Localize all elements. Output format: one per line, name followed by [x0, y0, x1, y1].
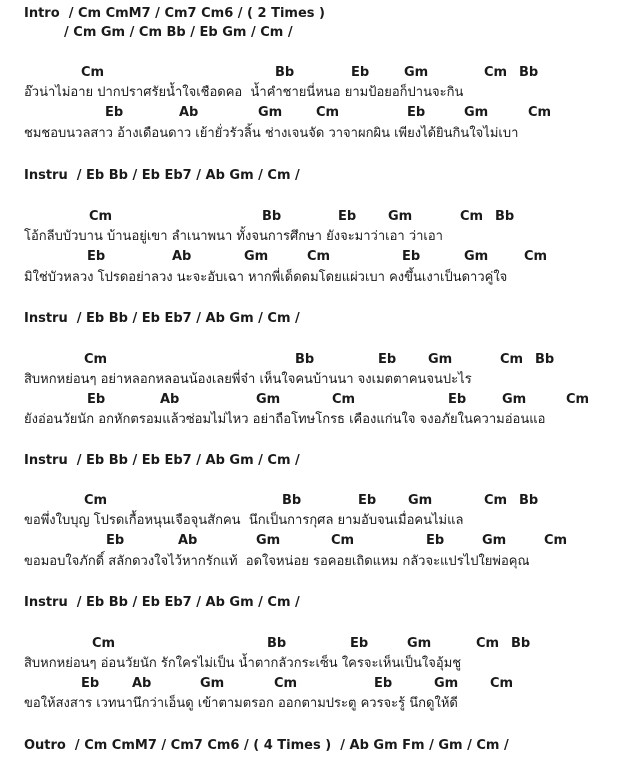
chord-label: Bb	[519, 493, 539, 508]
chord-label: Cm	[316, 105, 340, 120]
verse4-lyric-2: ขอมอบใจภักดิ์ สลักดวงใจไว้หากรักแท้ อดใจหน่อย รอคอยเถิดแหม กลัวจะแปรไปใยพ่อคุณ	[24, 554, 530, 569]
chord-label: Eb	[87, 249, 106, 264]
chord-label: Cm	[484, 65, 508, 80]
chord-label: Gm	[256, 533, 281, 548]
chord-label: Eb	[426, 533, 445, 548]
chord-label: Eb	[106, 533, 125, 548]
chord-label: Gm	[407, 636, 432, 651]
instru-line-1: Instru / Eb Bb / Eb Eb7 / Ab Gm / Cm /	[24, 168, 300, 183]
chord-label: Bb	[511, 636, 531, 651]
verse2-chords-2	[24, 247, 620, 267]
chord-label: Eb	[448, 392, 467, 407]
chord-label: Cm	[89, 209, 113, 224]
chord-label: Cm	[81, 65, 105, 80]
chord-label: Bb	[295, 352, 315, 367]
verse1-chords-2	[24, 103, 620, 123]
chord-label: Cm	[332, 392, 356, 407]
chord-label: Gm	[258, 105, 283, 120]
verse4-lyric-1: ขอพึ่งใบบุญ โปรดเกื้อหนุนเจือจุนสักคน นึกเป็นการกุศล ยามอับจนเมื่อคนไม่แล	[24, 513, 464, 528]
chord-label: Cm	[490, 676, 514, 691]
chord-label: Bb	[495, 209, 515, 224]
chord-label: Eb	[81, 676, 100, 691]
chord-label: Gm	[256, 392, 281, 407]
chord-label: Eb	[351, 65, 370, 80]
instru-line-2: Instru / Eb Bb / Eb Eb7 / Ab Gm / Cm /	[24, 311, 300, 326]
chord-label: Bb	[275, 65, 295, 80]
chord-label: Gm	[464, 249, 489, 264]
chord-label: Gm	[408, 493, 433, 508]
chord-label: Gm	[482, 533, 507, 548]
chord-label: Cm	[528, 105, 552, 120]
verse5-chords-1	[24, 634, 620, 654]
chord-label: Eb	[374, 676, 393, 691]
intro-line-2: / Cm Gm / Cm Bb / Eb Gm / Cm /	[64, 25, 293, 40]
chord-label: Gm	[244, 249, 269, 264]
chord-label: Eb	[358, 493, 377, 508]
instru-line-4: Instru / Eb Bb / Eb Eb7 / Ab Gm / Cm /	[24, 595, 300, 610]
instru-line-3: Instru / Eb Bb / Eb Eb7 / Ab Gm / Cm /	[24, 453, 300, 468]
chord-label: Gm	[404, 65, 429, 80]
chord-label: Cm	[460, 209, 484, 224]
chord-label: Bb	[262, 209, 282, 224]
verse3-chords-1	[24, 350, 620, 370]
chord-label: Cm	[484, 493, 508, 508]
chord-label: Cm	[84, 493, 108, 508]
verse1-lyric-2: ชมชอบนวลสาว อ้างเดือนดาว เย้ายั่วรัวลิ้น ช่างเจนจัด วาจาผกผิน เพียงได้ยินกินใจไม่เบา	[24, 126, 519, 141]
chord-label: Gm	[434, 676, 459, 691]
chord-label: Cm	[544, 533, 568, 548]
chord-label: Eb	[378, 352, 397, 367]
chord-label: Eb	[402, 249, 421, 264]
chord-label: Gm	[200, 676, 225, 691]
chord-label: Eb	[350, 636, 369, 651]
verse5-lyric-1: สิบหกหย่อนๆ อ่อนวัยนัก รักใครไม่เป็น น้ำตากลัวกระเซ็น ใครจะเห็นเป็นใจอุ้มชู	[24, 656, 462, 671]
chord-label: Eb	[338, 209, 357, 224]
chord-label: Cm	[92, 636, 116, 651]
verse1-lyric-1: อ๊วน่าไม่อาย ปากปราศรัยน้ำใจเชือดคอ น้ำคำชายนี่หนอ ยามป้อยอก็ปานจะกิน	[24, 85, 464, 100]
intro-line: Intro / Cm CmM7 / Cm7 Cm6 / ( 2 Times )	[24, 6, 325, 21]
outro-line: Outro / Cm CmM7 / Cm7 Cm6 / ( 4 Times ) / Ab Gm Fm / Gm / Cm /	[24, 738, 509, 753]
chord-label: Gm	[464, 105, 489, 120]
verse3-lyric-1: สิบหกหย่อนๆ อย่าหลอกหลอนน้องเลยพี่จ๋า เห็นใจคนบ้านนา จงเมตตาคนจนปะไร	[24, 372, 472, 387]
verse1-chords-1	[24, 63, 620, 83]
chord-label: Cm	[274, 676, 298, 691]
chord-label: Ab	[179, 105, 199, 120]
chord-label: Cm	[566, 392, 590, 407]
chord-label: Gm	[428, 352, 453, 367]
chord-label: Eb	[407, 105, 426, 120]
chord-label: Gm	[502, 392, 527, 407]
chord-label: Bb	[519, 65, 539, 80]
verse2-lyric-2: มิใช่บัวหลวง โปรดอย่าลวง นะจะอับเฉา หากพี่เด็ดดมโดยแผ่วเบา คงขึ้นเงาเป็นดาวคู่ใจ	[24, 270, 508, 285]
chord-label: Cm	[84, 352, 108, 367]
chord-label: Gm	[388, 209, 413, 224]
chord-label: Ab	[172, 249, 192, 264]
chord-label: Ab	[132, 676, 152, 691]
verse5-lyric-2: ขอให้สงสาร เวทนานึกว่าเอ็นดู เข้าตามตรอก ออกตามประตู ควรจะรู้ นึกดูให้ดี	[24, 696, 458, 711]
chord-label: Cm	[331, 533, 355, 548]
chord-label: Eb	[87, 392, 106, 407]
chord-label: Ab	[178, 533, 198, 548]
chord-label: Eb	[105, 105, 124, 120]
verse4-chords-1	[24, 491, 620, 511]
verse2-lyric-1: โอ้กลีบบัวบาน บ้านอยู่เขา ลำเนาพนา ทั้งจนการศึกษา ยังจะมาว่าเอา ว่าเอา	[24, 229, 443, 244]
verse2-chords-1	[24, 207, 620, 227]
chord-label: Cm	[500, 352, 524, 367]
chord-label: Bb	[535, 352, 555, 367]
chord-label: Cm	[476, 636, 500, 651]
verse4-chords-2	[24, 531, 620, 551]
chord-label: Cm	[307, 249, 331, 264]
chord-label: Ab	[160, 392, 180, 407]
verse3-chords-2	[24, 390, 620, 410]
chord-label: Bb	[282, 493, 302, 508]
chord-label: Bb	[267, 636, 287, 651]
verse3-lyric-2: ยังอ่อนวัยนัก อกหักตรอมแล้วซ่อมไม่ไหว อย่าถือโทษโกรธ เคืองแก่นใจ จงอภัยในความอ่อนแอ	[24, 412, 546, 427]
chord-label: Cm	[524, 249, 548, 264]
verse5-chords-2	[24, 674, 620, 694]
